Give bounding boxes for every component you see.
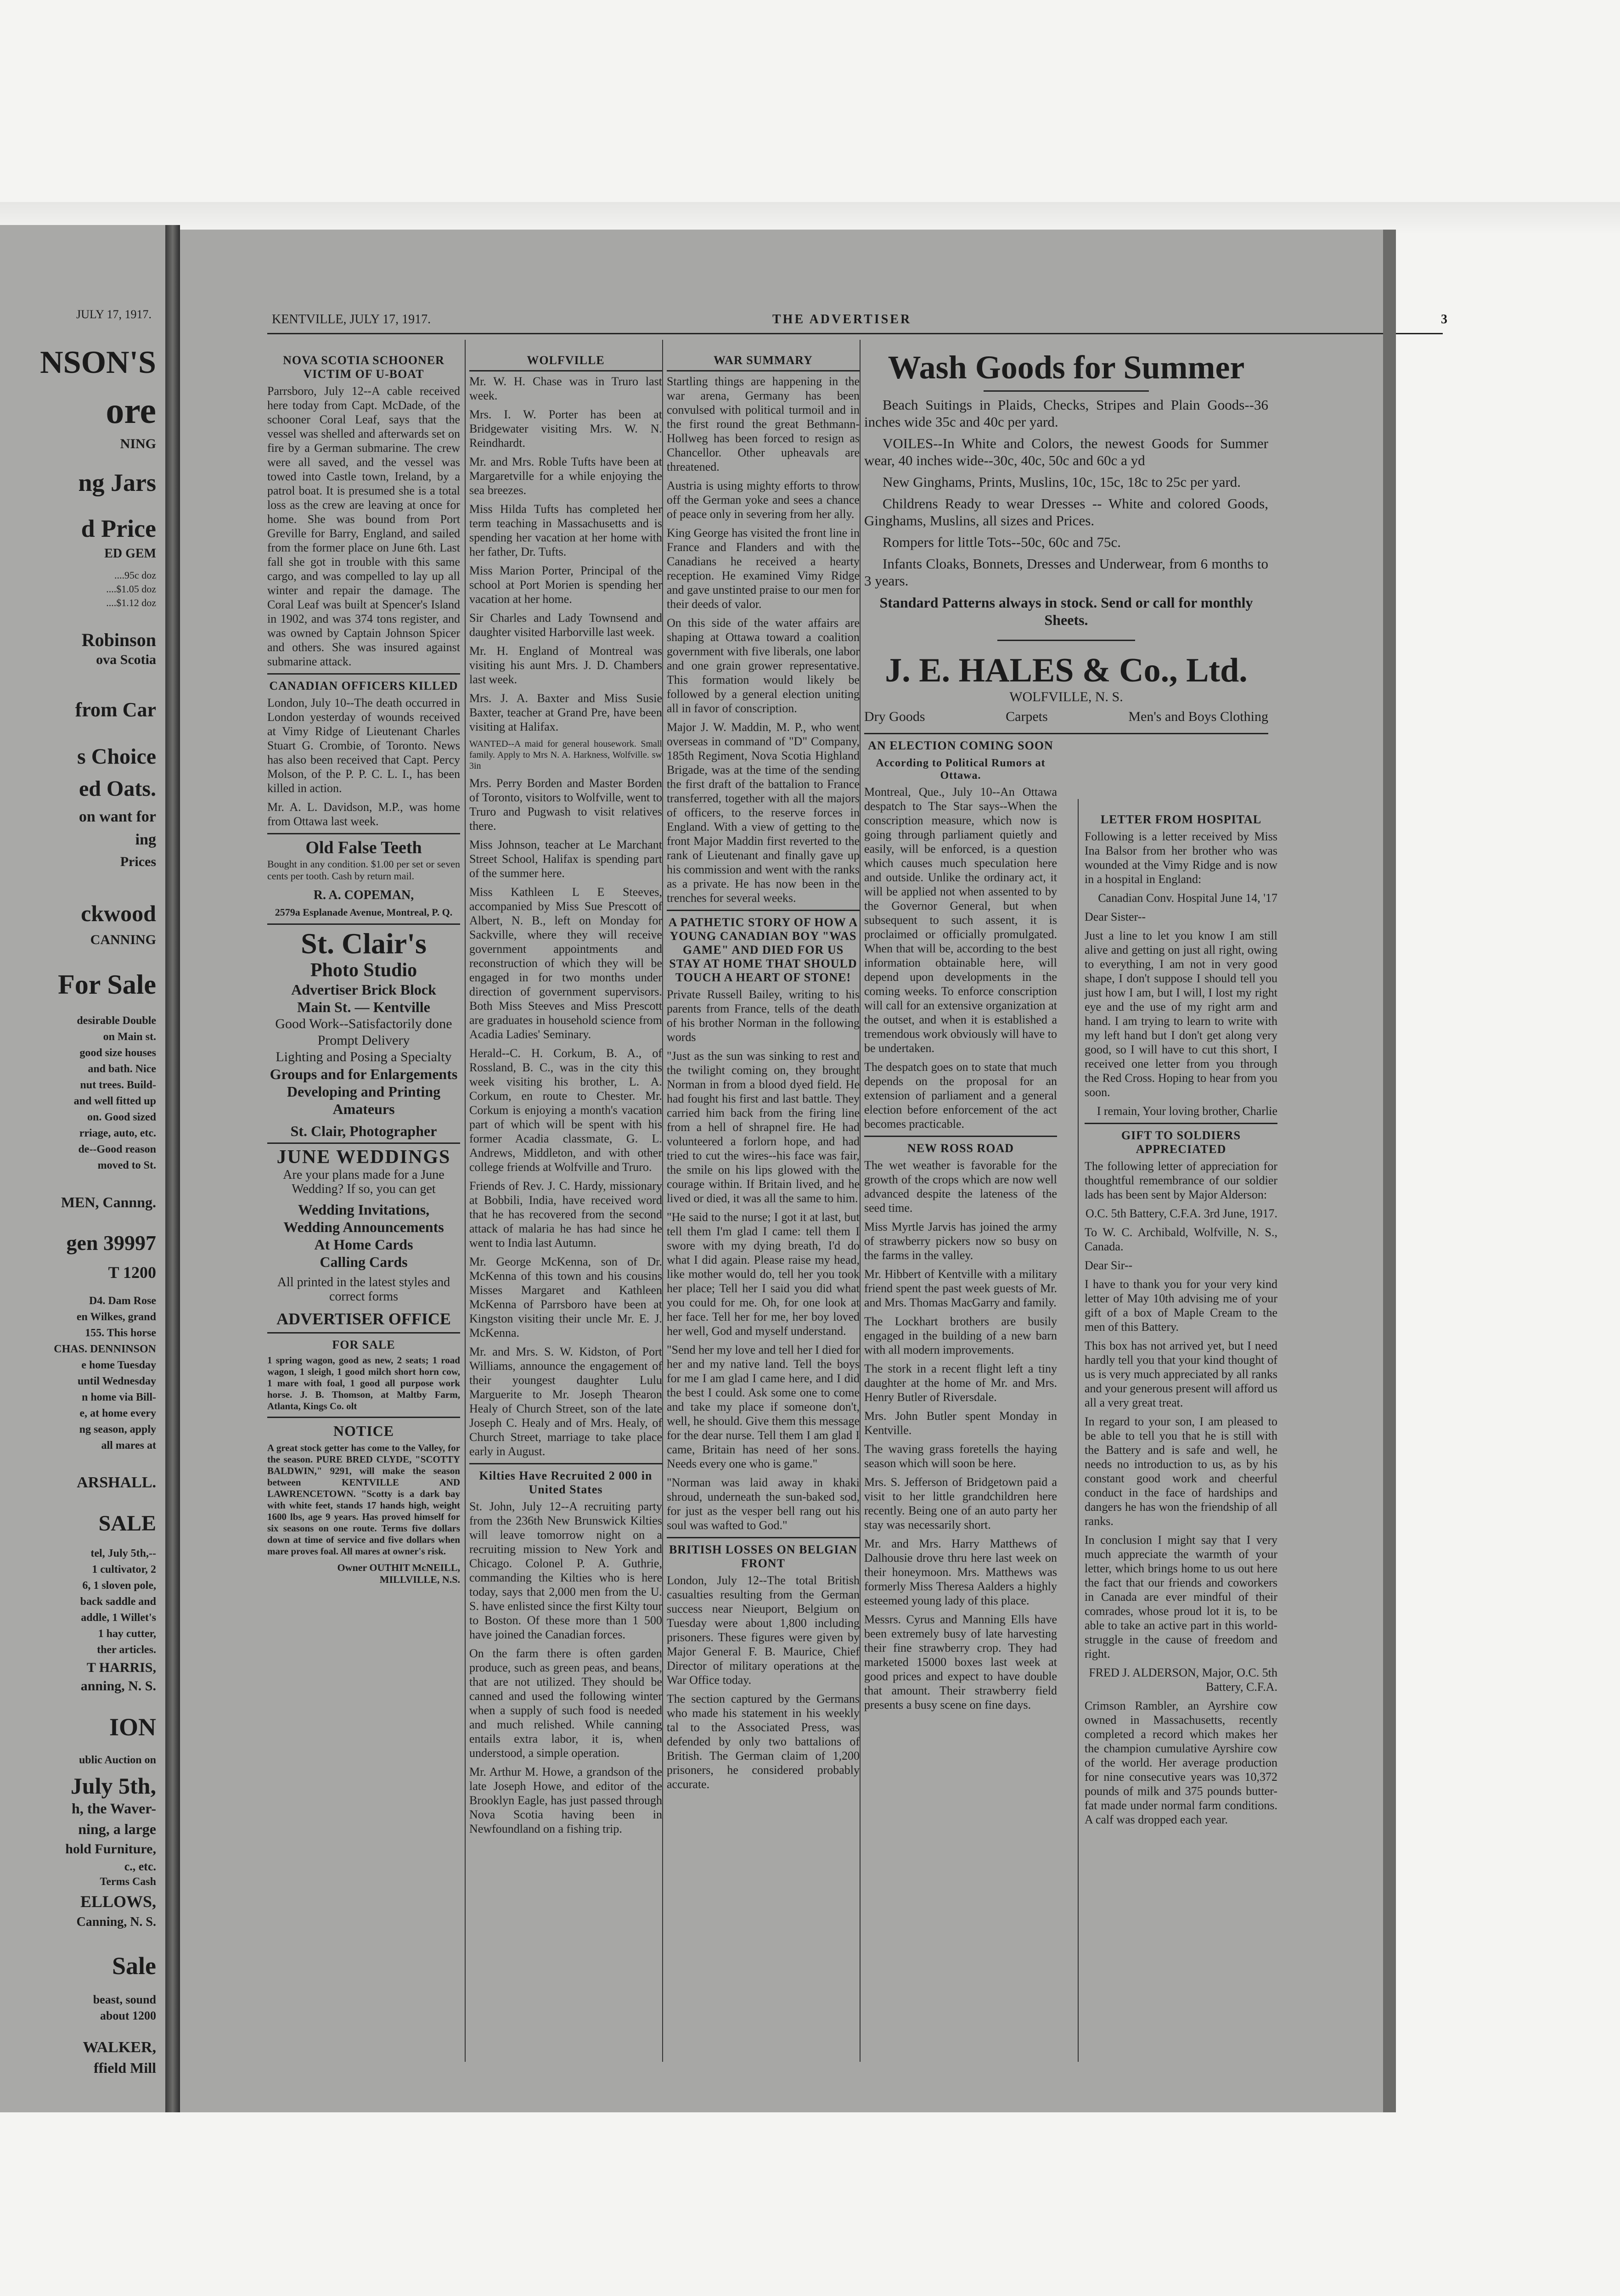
notice-owner: Owner OUTHIT McNEILL, (337, 1562, 460, 1573)
previous-page-text-fragment: ore (106, 391, 156, 431)
new-ross-item: Mrs. John Butler spent Monday in Kentville. (864, 1409, 1057, 1437)
headline-wolfville: WOLFVILLE (527, 354, 605, 367)
ad-weddings-item: At Home Cards (314, 1236, 413, 1253)
previous-page-date: JULY 17, 1917. (76, 308, 152, 321)
ad-wash-goods-line: New Ginghams, Prints, Muslins, 10c, 15c, 18c to 25c per yard. (883, 474, 1241, 490)
running-head (272, 312, 1447, 331)
previous-page-text-fragment: desirable Double (77, 1015, 156, 1027)
ad-wash-goods-title: Wash Goods for Summer (888, 349, 1245, 386)
gift-paragraph: This box has not arrived yet, but I need hardly tell you that your kind thought of us is very much appreciated by all ranks and your generous present will afford us all a very great treat. (1085, 1339, 1277, 1409)
gift-paragraph: The following letter of appreciation for thoughtful remembrance of our soldier lads has been sent by Major Alderson: (1085, 1159, 1277, 1201)
divider (984, 390, 1149, 392)
wolfville-item: Mrs. I. W. Porter has been at Bridgewater visiting Mrs. W. N. Reindhardt. (469, 408, 662, 450)
ad-weddings-item: Wedding Invitations, (298, 1201, 430, 1218)
ad-studio-subtitle: Photo Studio (310, 960, 417, 981)
previous-page-text-fragment: 6, 1 sloven pole, (82, 1580, 156, 1592)
previous-page-text-fragment: T 1200 (108, 1263, 156, 1282)
previous-page-text-fragment: en Wilkes, grand (76, 1311, 156, 1323)
previous-page-text-fragment: ....95c doz (114, 569, 156, 581)
divider (997, 640, 1135, 641)
ad-wash-goods-patterns: Standard Patterns always in stock. Send or call for monthly Sheets. (879, 594, 1253, 628)
previous-page-text-fragment: good size houses (79, 1047, 156, 1059)
ad-store-dept: Dry Goods (864, 709, 925, 724)
divider (667, 370, 860, 371)
ad-store-dept: Carpets (1006, 709, 1048, 724)
gift-paragraph: O.C. 5th Battery, C.F.A. 3rd June, 1917. (1086, 1207, 1277, 1220)
headline-for-sale: FOR SALE (332, 1338, 395, 1351)
previous-page-text-fragment: CANNING (90, 932, 156, 947)
ad-studio-line-2: Prompt Delivery (317, 1033, 410, 1048)
headline-gift-to-soldiers: GIFT TO SOLDIERS APPRECIATED (1121, 1129, 1241, 1156)
previous-page-text-fragment: Robinson (81, 630, 156, 650)
previous-page-text-fragment: 155. This horse (85, 1327, 156, 1339)
previous-page-text-fragment: on Main st. (103, 1031, 156, 1043)
headline-election: AN ELECTION COMING SOON (868, 739, 1053, 752)
article-canning: On the farm there is often garden produce, such as green peas, and beans, that are not utilized. They should be canned and used the following winter when a supply of such food is needed and much relished. While canning entails extra labor, it is, when understood, a simple operation. (469, 1647, 662, 1760)
ad-studio-line-1: Good Work--Satisfactorily done (275, 1016, 452, 1031)
previous-page-text-fragment: c., etc. (124, 1860, 156, 1873)
hospital-paragraph: Just a line to let you know I am still alive and getting on just all right, owing to everything, I am not in very good shape, I don't suppose I should tell you just how I am, but I will, I lost my right eye and the use of my right arm and hand. I am trying to learn to write with my left hand but I don't get along very good, so I will have to cut this short, I received one letter from you through the Red Cross. Hoping to hear from you soon. (1085, 929, 1277, 1099)
ad-store-dept: Men's and Boys Clothing (1128, 709, 1268, 724)
divider (267, 833, 460, 834)
previous-page-text-fragment: Canning, N. S. (76, 1915, 156, 1929)
wolfville-item: Miss Marion Porter, Principal of the school at Port Morien is spending her vacation at her home. (469, 564, 662, 606)
wolfville-item: Mr. and Mrs. S. W. Kidston, of Port Williams, announce the engagement of their youngest daughter Lulu Marguerite to Mr. Joseph Thearon Healy of Church Street, son of the late Joseph C. Healy and of Mrs. Healy, of Church Street, marriage to take place early in August. (469, 1345, 662, 1458)
previous-page-fragment (0, 225, 165, 2112)
new-ross-item: The Lockhart brothers are busily engaged in the building of a new barn with all modern improvements. (864, 1315, 1057, 1356)
ad-weddings-item: Calling Cards (320, 1254, 408, 1270)
previous-page-text-fragment: e, at home every (79, 1407, 156, 1419)
previous-page-text-fragment: rriage, auto, etc. (79, 1127, 156, 1139)
ad-wash-goods-line: Beach Suitings in Plaids, Checks, Stripes and Plain Goods--36 inches wide 35c and 40c per yard. (864, 397, 1268, 430)
ad-false-teeth-name: R. A. COPEMAN, (313, 888, 414, 902)
war-paragraph: On this side of the water affairs are shaping at Ottawa toward a coalition government with five liberals, one labor and one grain grower representative. This formation would likely be followed by a general election uniting all in favor of conscription. (667, 616, 860, 715)
gift-paragraph: To W. C. Archibald, Wolfville, N. S., Canada. (1085, 1226, 1277, 1253)
previous-page-text-fragment: anning, N. S. (80, 1678, 156, 1694)
previous-page-text-fragment: e home Tuesday (81, 1359, 156, 1371)
previous-page-text-fragment: s Choice (77, 744, 156, 769)
previous-page-text-fragment: from Car (75, 698, 156, 721)
divider (864, 1136, 1057, 1137)
story-paragraph: "He said to the nurse; I got it at last, but tell them I'm glad I came: tell them I swore with my dying breath, I'd do what I did again. Please raise my head, like mother would do, tell her you took her place; Tell her I said you did what you could for me. Oh, for one look at her face. Tell her for me, her boy loved her well, God and myself understand. (667, 1210, 860, 1338)
previous-page-text-fragment: all mares at (101, 1440, 156, 1452)
wolfville-item: Mrs. Perry Borden and Master Borden of Toronto, visitors to Wolfville, went to Truro and Pugwash to visit relatives there. (469, 777, 662, 833)
story-paragraph: "Norman was laid away in khaki shroud, underneath the sun-baked sod, for just as the vesper bell rang out his soul was wafted to God." (667, 1476, 860, 1532)
divider (864, 733, 1268, 734)
election-paragraph: The despatch goes on to state that much depends on the proposal for an extension of parliament and a general election before enforcement of the act becomes practicable. (864, 1060, 1057, 1131)
ad-store-departments (864, 709, 1268, 725)
ad-studio-title: St. Clair's (301, 927, 427, 960)
hospital-paragraph: Following is a letter received by Miss Ina Balsor from her brother who was wounded at the Vimy Ridge and is now in a hospital in England: (1085, 830, 1277, 886)
ad-weddings-intro: Are your plans made for a June Wedding? If so, you can get (283, 1168, 444, 1196)
ad-weddings-outro: All printed in the latest styles and correct forms (277, 1275, 450, 1304)
previous-page-text-fragment: ning, a large (78, 1821, 156, 1837)
divider (267, 923, 460, 925)
new-ross-item: The stork in a recent flight left a tiny daughter at the home of Mr. and Mrs. Henry Butler of Riversdale. (864, 1362, 1057, 1404)
ad-false-teeth-body: Bought in any condition. $1.00 per set or seven cents per tooth. Cash by return mail. (267, 858, 460, 882)
election-column (864, 739, 1057, 1712)
classified-notice: A great stock getter has come to the Valley, for the season. PURE BRED CLYDE, "SCOTTY BALDWIN," 9291, will make the season between KENTVILLE AND LAWRENCETOWN. "Scotty is a dark bay with white feet, stands 17 hands high, weight 1600 lbs, age 9 years. Has proved himself for six seasons on one route. Terms five dollars down at time of service and five dollars when mare proves foal. All mares at owner's risk. (267, 1442, 460, 1557)
ad-june-weddings (267, 1147, 460, 1329)
article-howe: Mr. Arthur M. Howe, a grandson of the late Joseph Howe, and editor of the Brooklyn Eagle, has just passed through Nova Scotia having been in Newfoundland on a fishing trip. (469, 1765, 662, 1835)
gift-paragraph: In conclusion I might say that I very much appreciate the warmth of your letter, which brings home to us out here the fact that our friends and coworkers in Canada are ever mindful of their comrades, whose proud lot it is, to be able to take an active part in this world-struggle in the cause of freedom and right. (1085, 1533, 1277, 1660)
hospital-paragraph: Canadian Conv. Hospital June 14, '17 (1098, 891, 1277, 905)
divider (667, 910, 860, 911)
column-2 (469, 349, 662, 1840)
ad-false-teeth (267, 837, 460, 921)
ad-wash-goods (864, 349, 1268, 725)
article-kilties: St. John, July 12--A recruiting party from the 236th New Brunswick Kilties will leave tomorrow night on a recruiting mission to New York and Chicago. Colonel P. A. Guthrie, commanding the Kilties who is here today, says that 2,000 men from the U. S. have enlisted since the first Kilty tour to Boston. Of these more than 1 500 have joined the Canadian forces. (469, 1500, 662, 1641)
new-ross-item: Mr. Hibbert of Kentville with a military friend spent the past week guests of Mr. and Mrs. Thomas MacGarry and family. (864, 1267, 1057, 1309)
wanted-notice: WANTED--A maid for general housework. Small family. Apply to Mrs N. A. Harkness, Wolfville. sw 3in (469, 739, 662, 771)
ad-studio-location-1: Advertiser Brick Block (291, 981, 436, 998)
previous-page-text-fragment: MEN, Cannng. (61, 1194, 156, 1210)
divider (469, 370, 662, 371)
previous-page-text-fragment: gen 39997 (66, 1231, 156, 1255)
previous-page-text-fragment: For Sale (58, 969, 156, 1000)
divider (267, 1142, 460, 1144)
previous-page-text-fragment: SALE (98, 1511, 156, 1536)
wolfville-item: Friends of Rev. J. C. Hardy, missionary at Bobbili, India, have received word that he has recovered from the second attack of malaria he has had since he went to India last Autumn. (469, 1179, 662, 1249)
previous-page-text-fragment: ng season, apply (79, 1424, 156, 1435)
ad-store-name: J. E. HALES & Co., Ltd. (885, 652, 1248, 689)
story-paragraph: Private Russell Bailey, writing to his parents from France, tells of the death of his brother Norman in the following words (667, 988, 860, 1044)
column-3 (667, 349, 860, 1796)
election-paragraph: Montreal, Que., July 10--An Ottawa despatch to The Star says--When the conscription measure, which now is going through parliament quietly and easily, will be enforced, is a question which causes much speculation here and outside. Unlike the ordinary act, it will be applied not when assented to by the Governor General, but when subsequent to such assent, it is proclaimed or officially promulgated. When that will be, according to the best information obtainable here, will depend upon developments in the coming weeks. To enforce conscription will call for an extensive organization at the outset, and when it is established a tremendous work obviously will have to be undertaken. (864, 785, 1057, 1055)
previous-page-text-fragment: ffield Mill (94, 2060, 156, 2076)
previous-page-text-fragment: tel, July 5th,-- (90, 1548, 156, 1559)
previous-page-text-fragment: ng Jars (78, 469, 156, 496)
gift-paragraph: In regard to your son, I am pleased to be able to tell you that he is still with the Battery and is safe and well, he needs no introduction to us, as by his constant good work and cheerful conduct in the face of hardships and dangers he has won the friendship of all ranks. (1085, 1415, 1277, 1528)
ad-weddings-title: JUNE WEDDINGS (276, 1147, 451, 1168)
running-head-paper-name: THE ADVERTISER (772, 312, 912, 326)
headline-officers-killed: CANADIAN OFFICERS KILLED (269, 679, 458, 692)
war-paragraph: Startling things are happening in the war arena, Germany has been convulsed with political turmoil and in the first round the great Bethmann-Hollweg has been forced to resign as Chancellor. Other upheavals are threatened. (667, 375, 860, 473)
subhead-election: According to Political Rumors at Ottawa. (876, 757, 1046, 782)
new-ross-item: The waving grass foretells the haying season which will soon be here. (864, 1442, 1057, 1470)
ad-weddings-item: Wedding Announcements (283, 1219, 444, 1235)
previous-page-text-fragment: NING (120, 436, 156, 451)
column-rule (662, 340, 663, 2062)
column-rule (465, 340, 466, 2062)
hospital-signature: I remain, Your loving brother, Charlie (1097, 1104, 1277, 1118)
ad-studio-line-5: Developing and Printing (287, 1083, 441, 1100)
article-belgian-front-2: The section captured by the Germans who made his statement in his weekly tal to the Associated Press, was defended by only two battalions of British. The German claim of 1,200 prisoners, he considered probably accurate. (667, 1692, 860, 1791)
story-paragraph: "Just as the sun was sinking to rest and the twilight coming on, they brought Norman in from a blood dyed field. He had fought his first and last battle. They carried him back from the firing line from a hell of shrapnel fire. He had volunteered a forlorn hope, and had tried to cut the wires--his face was fair, the smile on his lips glowed with the courage within. If Britain lived, and he lived or died, it was all the same to him. (667, 1049, 860, 1205)
new-ross-item: The wet weather is favorable for the growth of the crops which are now well advanced despite the lateness of the seed time. (864, 1159, 1057, 1215)
ad-photo-studio (267, 928, 460, 1140)
previous-page-text-fragment: D4. Dam Rose (89, 1295, 156, 1307)
previous-page-text-fragment: moved to St. (97, 1159, 156, 1171)
previous-page-text-fragment: ckwood (81, 900, 156, 926)
previous-page-text-fragment: July 5th, (70, 1773, 156, 1799)
new-ross-item: Mrs. S. Jefferson of Bridgetown paid a visit to her little grandchildren here recently. Being one of an auto party her stay was necessarily short. (864, 1475, 1057, 1531)
war-paragraph: Austria is using mighty efforts to throw off the German yoke and sees a chance of peace only in severing from her ally. (667, 479, 860, 521)
wolfville-item: Mr. W. H. Chase was in Truro last week. (469, 375, 662, 402)
previous-page-text-fragment: nut trees. Build- (80, 1079, 156, 1091)
classified-for-sale: 1 spring wagon, good as new, 2 seats; 1 road wagon, 1 sleigh, 1 good milch short horn cow, 1 mare with foal, 1 good all purpose work horse. J. B. Thomson, at Maltby Farm, Atlanta, Kings Co. olt (267, 1355, 460, 1412)
article-belgian-front: London, July 12--The total British casualties resulting from the German success near Nieuport, Belgium on Tuesday were about 1,800 including prisoners. These figures were given by Major General F. B. Maurice, Chief Director of military operations at the War Office today. (667, 1574, 860, 1687)
new-ross-item: Miss Myrtle Jarvis has joined the army of strawberry pickers now so busy on the farms in the valley. (864, 1220, 1057, 1262)
previous-page-text-fragment: de--Good reason (78, 1143, 156, 1155)
previous-page-text-fragment: on want for (79, 808, 156, 825)
ad-false-teeth-title: Old False Teeth (305, 838, 422, 857)
previous-page-text-fragment: on. Good sized (87, 1111, 156, 1123)
divider (267, 1332, 460, 1334)
previous-page-text-fragment: T HARRIS, (86, 1660, 156, 1675)
headline-hospital-letter: LETTER FROM HOSPITAL (1100, 813, 1262, 826)
ad-false-teeth-address: 2579a Esplanade Avenue, Montreal, P. Q. (275, 906, 453, 918)
headline-kilties: Kilties Have Recruited 2 000 in United States (479, 1469, 652, 1496)
previous-page-text-fragment: Terms Cash (100, 1876, 156, 1888)
ad-store-town: WOLFVILLE, N. S. (1009, 689, 1123, 704)
wolfville-item: Miss Kathleen L E Steeves, accompanied by Miss Sue Prescott of Albert, N. B., left on Monday for Sackville, where they will receive government appointments and reconstruction of which they will be engaged in for two months under direction of government supervisors. Both Miss Steeves and Miss Prescott are graduates in household science from Acadia Ladies' Seminary. (469, 885, 662, 1041)
wolfville-item: Mr. and Mrs. Roble Tufts have been at Margaretville for a while enjoying the sea breezes. (469, 455, 662, 497)
divider (267, 1417, 460, 1418)
previous-page-text-fragment: ED GEM (104, 546, 156, 561)
wolfville-item: Miss Johnson, teacher at Le Marchant Street School, Halifax is spending part of the summer here. (469, 838, 662, 880)
wolfville-item: Sir Charles and Lady Townsend and daughter visited Harborville last week. (469, 611, 662, 639)
new-ross-item: Messrs. Cyrus and Manning Ells have been extremely busy of late harvesting their fine strawberry crop. They had marketed 15000 boxes last week at good prices and expect to have double that amount. Their strawberry field presents a busy scene on fine days. (864, 1613, 1057, 1711)
gift-paragraph: Dear Sir-- (1085, 1259, 1133, 1272)
previous-page-text-fragment: hold Furniture, (65, 1841, 156, 1857)
previous-page-text-fragment: addle, 1 Willet's (81, 1612, 156, 1624)
previous-page-text-fragment: back saddle and (80, 1596, 156, 1608)
previous-page-text-fragment: ing (135, 831, 156, 848)
newspaper-page (180, 230, 1447, 2112)
notice-place: MILLVILLE, N.S. (379, 1574, 460, 1585)
previous-page-text-fragment: h, the Waver- (72, 1800, 156, 1817)
previous-page-text-fragment: beast, sound (93, 1993, 156, 2006)
previous-page-text-fragment: 1 hay cutter, (98, 1628, 156, 1640)
war-paragraph: Major J. W. Maddin, M. P., who went overseas in command of "D" Company, 185th Regiment, Nova Scotia Highland Brigade, was at the time of the sending the first draft of the battalion to France transferred, together with all the majors of officers, to the reserve forces in England. With a view of getting to the front Major Maddin first reverted to the rank of Lieutenant and finally gave up his commission and went with the ranks as a private. He has now been in the trenches for several weeks. (667, 720, 860, 905)
headline-pathetic-story: A PATHETIC STORY OF HOW A YOUNG CANADIAN BOY "WAS GAME" AND DIED FOR US STAY AT HOME THAT SHOULD TOUCH A HEART OF STONE! (668, 916, 858, 984)
previous-page-text-fragment: ARSHALL. (77, 1474, 156, 1491)
page-gutter (165, 225, 180, 2112)
gift-paragraph: I have to thank you for your very kind letter of May 10th advising me of your gift of a box of Maple Cream to the men of this Battery. (1085, 1277, 1277, 1334)
headline-belgian-front: BRITISH LOSSES ON BELGIAN FRONT (669, 1543, 858, 1570)
page-number: 3 (1441, 312, 1447, 326)
running-head-date: KENTVILLE, JULY 17, 1917. (272, 312, 431, 326)
ad-studio-location-2: Main St. — Kentville (297, 999, 430, 1015)
headline-notice: NOTICE (333, 1423, 394, 1439)
ad-wash-goods-line: Rompers for little Tots--50c, 60c and 75c. (883, 534, 1121, 550)
ad-wash-goods-line: Infants Cloaks, Bonnets, Dresses and Underwear, from 6 months to 3 years. (864, 556, 1268, 589)
ad-studio-footer: St. Clair, Photographer (290, 1123, 437, 1139)
previous-page-text-fragment: ELLOWS, (80, 1892, 156, 1911)
divider (267, 673, 460, 675)
headline-new-ross: NEW ROSS ROAD (907, 1142, 1014, 1155)
ayrshire-item: Crimson Rambler, an Ayrshire cow owned in Massachusetts, recently completed a record which makes her the champion cumulative Ayrshire cow of the world. Her average production for nine consecutive years was 10,372 pounds of milk and 375 pounds butter-fat made under normal farm conditions. A calf was dropped each year. (1085, 1699, 1277, 1826)
previous-page-text-fragment: ION (109, 1713, 156, 1741)
wolfville-item: Herald--C. H. Corkum, B. A., of Rossland, B. C., was in the city this week visiting his brother, L. A. Corkum, en route to Chester. Mr. Corkum is enjoying a month's vacation part of which will be spent with his former Acadia classmate, G. L. Andrews, Middleton, and with other college friends at Wolfville and Truro. (469, 1047, 662, 1174)
previous-page-text-fragment: ....$1.05 doz (106, 583, 156, 595)
war-paragraph: King George has visited the front line in France and Flanders and with the Canadians he received a hearty reception. He examined Vimy Ridge and gave unstinted praise to our men for their deeds of valor. (667, 526, 860, 611)
wolfville-item: Mr. George McKenna, son of Dr. McKenna of this town and his cousins Misses Margaret and Kathleen McKenna of Parrsboro have been at Kingston visiting their uncle Mr. E. J. McKenna. (469, 1255, 662, 1339)
previous-page-text-fragment: WALKER, (83, 2039, 156, 2056)
previous-page-text-fragment: NSON'S (40, 345, 156, 380)
ad-studio-line-3: Lighting and Posing a Specialty (276, 1049, 452, 1064)
previous-page-text-fragment: ther articles. (97, 1644, 156, 1656)
previous-page-text-fragment: ova Scotia (96, 652, 156, 667)
ad-wash-goods-line: VOILES--In White and Colors, the newest Goods for Summer wear, 40 inches wide--30c, 40c, 50c and 60c a yd (864, 435, 1268, 468)
previous-page-text-fragment: until Wednesday (78, 1375, 156, 1387)
page-edge-shadow (1383, 230, 1396, 2112)
headline-schooner: NOVA SCOTIA SCHOONER VICTIM OF U-BOAT (283, 354, 444, 381)
wolfville-item: Mrs. J. A. Baxter and Miss Susie Baxter, teacher at Grand Pre, have been visiting at Halifax. (469, 692, 662, 733)
divider (469, 1463, 662, 1464)
previous-page-text-fragment: ....$1.12 doz (106, 597, 156, 608)
new-ross-item: Mr. and Mrs. Harry Matthews of Dalhousie drove thru here last week on their honeymoon. Mrs. Matthews was formerly Miss Theresa Aalders a highly esteemed young lady of this place. (864, 1537, 1057, 1607)
previous-page-text-fragment: Sale (112, 1952, 156, 1980)
article-schooner: Parrsboro, July 12--A cable received here today from Capt. McDade, of the schooner Coral Leaf, says that the vessel was shelled and afterwards set on fire by a German submarine. The crew were all saved, and the vessel was towed into Castle town, Ireland, by a patrol boat. It is presumed she is a total loss as the crew are leaving at once for home. She was bound from Port Greville for Barry, England, and sailed from the former place on June 6th. Last fall she got in trouble with this same cargo, and was compelled to lay up all winter and repair the damage. The Coral Leaf was built at Spencer's Island in 1902, and was 374 tons register, and was owned by Captain Johnson Spicer and others. She was insured against submarine attack. (267, 384, 460, 668)
ad-wash-goods-line: Childrens Ready to wear Dresses -- White and colored Goods, Ginghams, Muslins, all sizes and Prices. (864, 495, 1268, 529)
column-rule (860, 340, 861, 2062)
wolfville-item: Miss Hilda Tufts has completed her term teaching in Massachusetts and is spending her vacation at her home with her father, Dr. Tufts. (469, 502, 662, 558)
previous-page-text-fragment: d Price (81, 515, 156, 542)
masthead-rule (267, 333, 1443, 334)
divider (1085, 1123, 1277, 1124)
divider (667, 1537, 860, 1538)
previous-page-text-fragment: ed Oats. (79, 777, 156, 801)
previous-page-text-fragment: and well fitted up (73, 1095, 156, 1107)
column-1 (267, 349, 460, 1586)
headline-war-summary: WAR SUMMARY (714, 354, 813, 367)
ad-weddings-office: ADVERTISER OFFICE (276, 1310, 451, 1328)
ad-studio-line-6: Amateurs (332, 1101, 395, 1117)
story-paragraph: "Send her my love and tell her I died for her and my native land. Tell the boys for me I am glad I came here, and I did the best I could. Ask some one to come and take my place if someone don't, well, he should. Give them this message for the dear nurse. Tell them I am glad I came, Britain has need of her sons. Needs every one who is game." (667, 1343, 860, 1470)
previous-page-text-fragment: Prices (120, 854, 156, 869)
previous-page-text-fragment: n home via Bill- (81, 1391, 156, 1403)
hospital-paragraph: Dear Sister-- (1085, 910, 1146, 923)
wolfville-item: Mr. H. England of Montreal was visiting his aunt Mrs. J. D. Chambers last week. (469, 644, 662, 686)
previous-page-text-fragment: about 1200 (100, 2009, 156, 2022)
previous-page-text-fragment: 1 cultivator, 2 (92, 1564, 156, 1576)
previous-page-text-fragment: CHAS. DENNINSON (54, 1343, 156, 1355)
previous-page-text-fragment: ublic Auction on (79, 1754, 156, 1766)
ad-studio-line-4: Groups and for Enlargements (270, 1066, 458, 1082)
gift-signature: FRED J. ALDERSON, Major, O.C. 5th Battery, C.F.A. (1089, 1666, 1277, 1694)
column-5 (1085, 808, 1277, 1831)
previous-page-text-fragment: and bath. Nice (88, 1063, 156, 1075)
article-officers-killed: London, July 10--The death occurred in London yesterday of wounds received at Vimy Ridge of Lieutenant Charles Stuart G. Crombie, of Toronto. News has also been received that Capt. Percy Molson, of the P. P. C. L. I., has been killed in action. (267, 696, 460, 795)
local-note: Mr. A. L. Davidson, M.P., was home from Ottawa last week. (267, 800, 460, 828)
